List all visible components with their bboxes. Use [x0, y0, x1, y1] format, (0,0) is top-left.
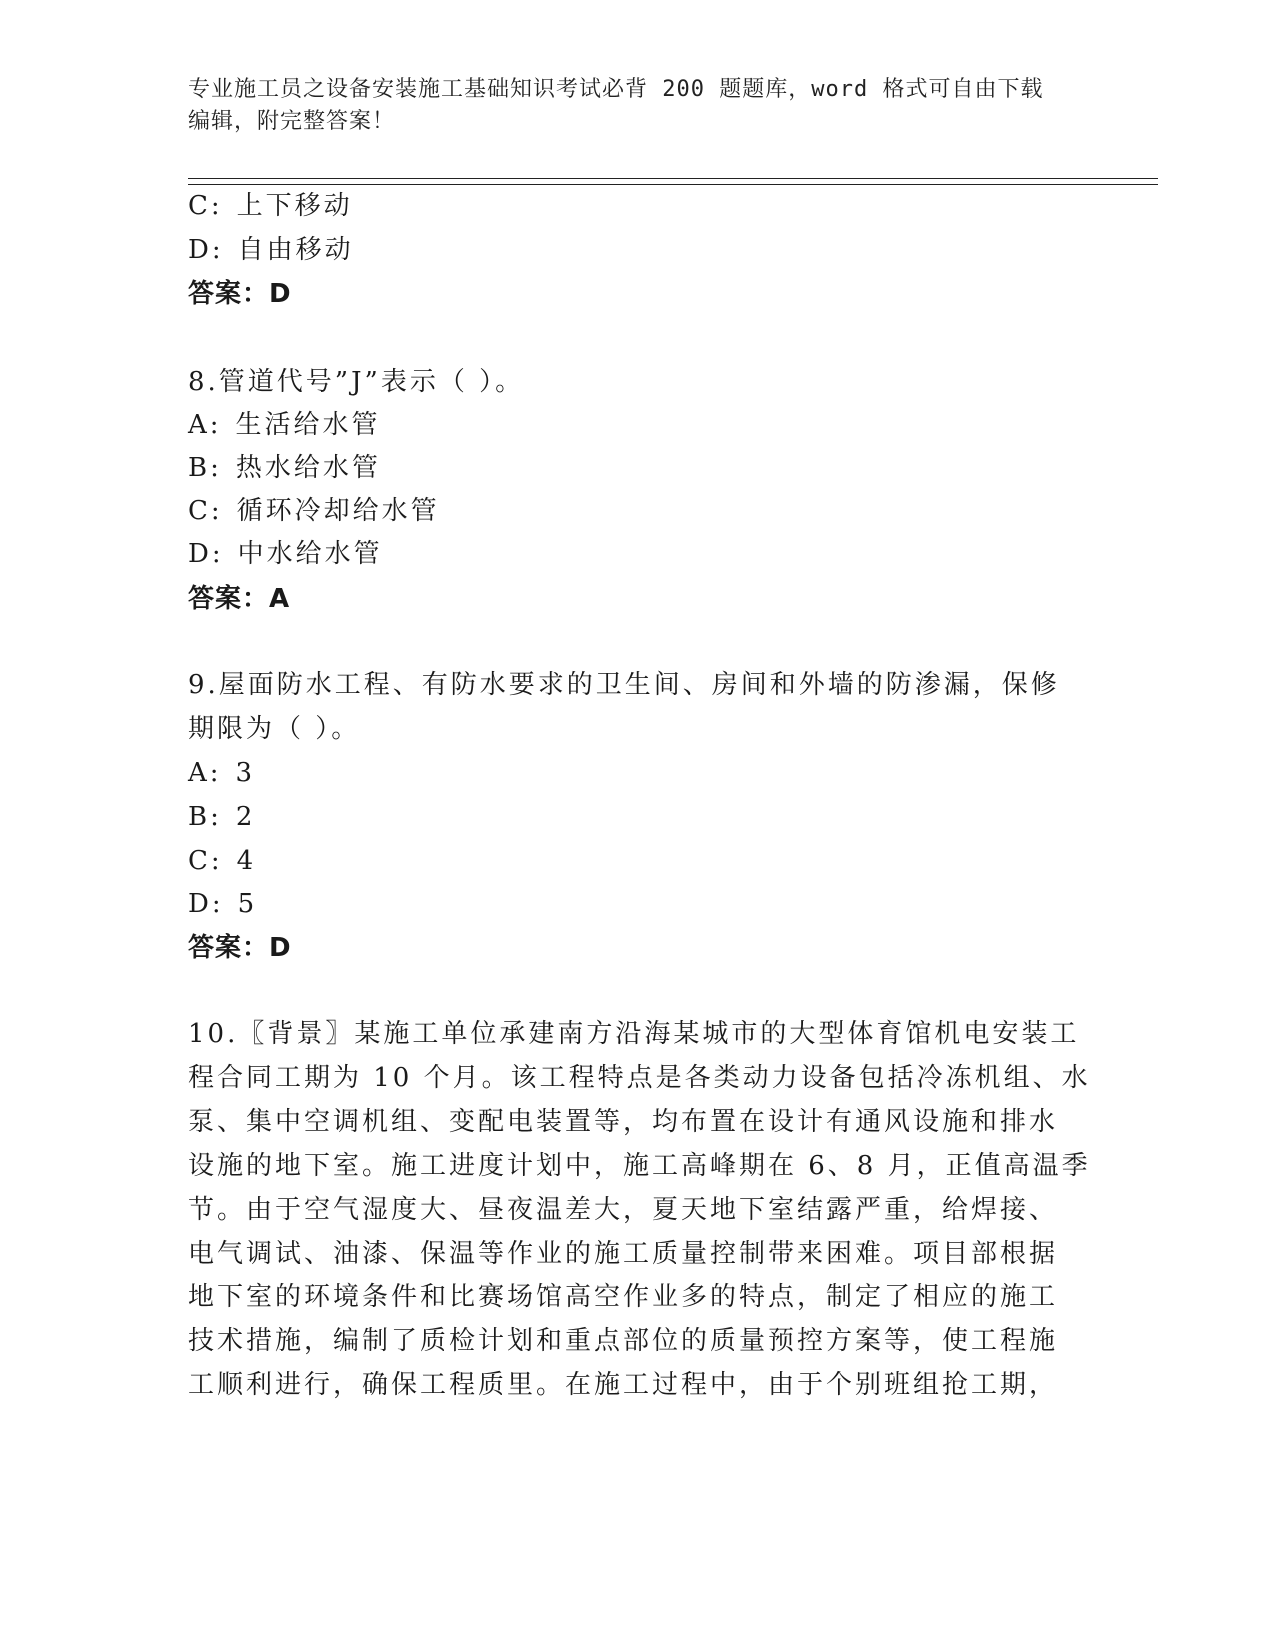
q9-option-a	[188, 757, 255, 789]
option-text: 自由移动	[237, 235, 354, 265]
option-label: C:	[188, 496, 223, 526]
q10-stem-line-2: 程合同工期为 10 个月。该工程特点是各类动力设备包括冷冻机组、水	[188, 1063, 1091, 1093]
q9-option-b	[188, 801, 255, 833]
header-line-1: 专业施工员之设备安装施工基础知识考试必背 200 题题库，word 格式可自由下载	[188, 77, 1044, 102]
q9-stem-line-1: 9.屋面防水工程、有防水要求的卫生间、房间和外墙的防渗漏，保修	[188, 670, 1060, 700]
q10-stem-line-1: 10.〖背景〗某施工单位承建南方沿海某城市的大型体育馆机电安装工	[188, 1019, 1080, 1049]
q8-option-b	[188, 452, 381, 484]
option-label: D:	[188, 889, 224, 919]
q7-option-c	[188, 190, 353, 222]
option-text: 2	[235, 802, 256, 832]
option-text: 3	[235, 758, 256, 788]
q10-stem-line-4: 设施的地下室。施工进度计划中，施工高峰期在 6、8 月，正值高温季	[188, 1151, 1091, 1181]
option-text: 上下移动	[236, 191, 353, 221]
option-text: 4	[236, 846, 257, 876]
q10-stem-line-8: 技术措施，编制了质检计划和重点部位的质量预控方案等，使工程施	[188, 1326, 1059, 1356]
option-label: B:	[188, 802, 222, 832]
option-text: 生活给水管	[235, 410, 381, 440]
q10-stem-line-6: 电气调试、油漆、保温等作业的施工质量控制带来困难。项目部根据	[188, 1239, 1059, 1269]
q8-option-c	[188, 495, 440, 527]
option-label: D:	[188, 235, 224, 265]
header-divider-bottom	[188, 184, 1158, 185]
q9-option-c	[188, 845, 256, 877]
q9-stem-line-2: 期限为（ ）。	[188, 714, 361, 744]
q7-answer: 答案：D	[188, 279, 292, 309]
header-divider-top	[188, 178, 1158, 179]
q8-option-d	[188, 538, 383, 570]
option-text: 中水给水管	[237, 539, 383, 569]
option-label: C:	[188, 191, 223, 221]
option-text: 循环冷却给水管	[236, 496, 440, 526]
q10-stem-line-5: 节。由于空气湿度大、昼夜温差大，夏天地下室结露严重，给焊接、	[188, 1195, 1059, 1225]
q10-stem-line-9: 工顺利进行，确保工程质里。在施工过程中，由于个别班组抢工期，	[188, 1370, 1059, 1400]
option-label: B:	[188, 453, 222, 483]
option-text: 热水给水管	[235, 453, 381, 483]
q8-option-a	[188, 409, 381, 441]
option-label: D:	[188, 539, 224, 569]
option-label: A:	[188, 410, 222, 440]
q10-stem-line-3: 泵、集中空调机组、变配电装置等，均布置在设计有通风设施和排水	[188, 1107, 1059, 1137]
q8-stem: 8.管道代号”J”表示（ ）。	[188, 367, 525, 397]
option-label: A:	[188, 758, 222, 788]
option-text: 5	[237, 889, 258, 919]
q10-stem-line-7: 地下室的环境条件和比赛场馆高空作业多的特点，制定了相应的施工	[188, 1282, 1059, 1312]
header-line-2: 编辑，附完整答案！	[188, 109, 396, 134]
option-label: C:	[188, 846, 223, 876]
page-header	[188, 74, 1068, 138]
q7-option-d	[188, 234, 354, 266]
q9-answer: 答案：D	[188, 933, 292, 963]
q8-answer: 答案：A	[188, 584, 291, 614]
q9-option-d	[188, 888, 257, 920]
